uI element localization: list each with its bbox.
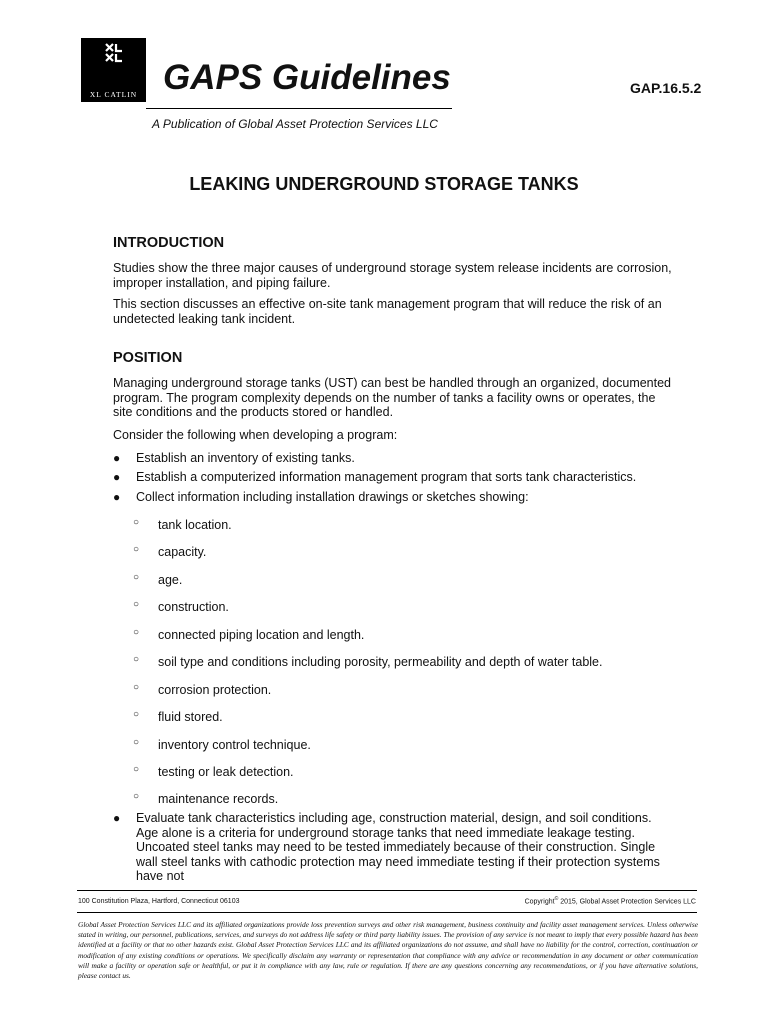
sub-list-item-text: tank location.: [158, 518, 232, 532]
footer-address: 100 Constitution Plaza, Hartford, Connecticut 06103: [78, 898, 240, 905]
bullet-icon: ●: [113, 470, 121, 484]
sub-list-item-text: corrosion protection.: [158, 683, 272, 697]
bullet-icon: ●: [113, 451, 121, 465]
bullet-icon: ●: [113, 811, 121, 825]
document-code: GAP.16.5.2: [630, 80, 702, 96]
position-heading: POSITION: [113, 350, 183, 366]
logo-text: XL CATLIN: [89, 90, 138, 99]
circle-bullet-icon: ○: [133, 517, 140, 528]
list-item-text: Establish a computerized information management program that sorts tank characteristics.: [136, 470, 637, 484]
sub-list-item-text: capacity.: [158, 545, 207, 559]
xl-logo-icon: [103, 41, 125, 63]
list-item-text: Evaluate tank characteristics including age, construction material, design, and soil conditions. Age alone is a criteria for underground storage tanks that need immediate leakage testing. Uncoated steel tanks may need to be tested immediately because of their construction. Single wall steel tanks with cathodic protection may need immediate testing if their protection systems have not: [136, 811, 660, 883]
introduction-paragraph: This section discusses an effective on-site tank management program that will reduce the risk of an undetected leaking tank incident.: [113, 297, 662, 326]
legal-disclaimer: Global Asset Protection Services LLC and its affiliated organizations provide loss prevention surveys and other risk management, business continuity and facility asset management services. Unless otherwise stated in writing, our personnel, publications, services, and surveys do not address life safety or third party liability issues. The provision of any service is not meant to imply that every possible hazard has been identified at a facility or that no other hazards exist. Global Asset Protection Services LLC and its affiliated organizations do not assume, and shall have no liability for the control, correction, continuation or modification of any existing conditions or operations. We specifically disclaim any warranty or representation that compliance with any advice or recommendation in any document or other communication will make a facility or operation safe or healthful, or put it in compliance with any law, rule or regulation. If there are any questions concerning any recommendations, or if you have alternative solutions, please contact us.: [78, 920, 698, 981]
copyright-label: Copyright: [524, 898, 555, 906]
circle-bullet-icon: ○: [133, 627, 140, 638]
sub-list-item-text: fluid stored.: [158, 710, 223, 724]
document-title: LEAKING UNDERGROUND STORAGE TANKS: [189, 174, 579, 194]
footer-divider: [77, 912, 697, 913]
header-divider: [146, 108, 452, 109]
footer-divider: [77, 890, 697, 891]
sub-list-item-text: testing or leak detection.: [158, 765, 294, 779]
sub-list-item-text: construction.: [158, 600, 229, 614]
circle-bullet-icon: ○: [133, 737, 140, 748]
circle-bullet-icon: ○: [133, 572, 140, 583]
guidelines-title: GAPS Guidelines: [163, 58, 451, 97]
introduction-heading: INTRODUCTION: [113, 235, 225, 251]
sub-list-item-text: maintenance records.: [158, 792, 279, 806]
circle-bullet-icon: ○: [133, 599, 140, 610]
publication-line: A Publication of Global Asset Protection Services LLC: [152, 117, 438, 131]
sub-list-item-text: soil type and conditions including porosity, permeability and depth of water table.: [158, 655, 603, 669]
position-paragraph: Consider the following when developing a program:: [113, 428, 398, 442]
copyright-holder: 2015, Global Asset Protection Services LLC: [558, 898, 696, 906]
circle-bullet-icon: ○: [133, 764, 140, 775]
copyright-mark: ©: [554, 896, 559, 902]
sub-list-item-text: inventory control technique.: [158, 738, 311, 752]
circle-bullet-icon: ○: [133, 654, 140, 665]
circle-bullet-icon: ○: [133, 544, 140, 555]
circle-bullet-icon: ○: [133, 791, 140, 802]
introduction-paragraph: Studies show the three major causes of underground storage system release incidents are corrosion, improper installation, and piping failure.: [113, 261, 672, 290]
list-item-text: Collect information including installation drawings or sketches showing:: [136, 490, 529, 504]
list-item-text: Establish an inventory of existing tanks.: [136, 451, 355, 465]
circle-bullet-icon: ○: [133, 709, 140, 720]
sub-list-item-text: age.: [158, 573, 183, 587]
position-paragraph: Managing underground storage tanks (UST) can best be handled through an organized, documented program. The program complexity depends on the number of tanks a facility owns or operates, the site conditions and the products stored or handled.: [113, 376, 672, 419]
company-logo: [81, 38, 146, 102]
sub-list-item-text: connected piping location and length.: [158, 628, 365, 642]
circle-bullet-icon: ○: [133, 682, 140, 693]
bullet-icon: ●: [113, 490, 121, 504]
footer-copyright: [525, 896, 696, 905]
